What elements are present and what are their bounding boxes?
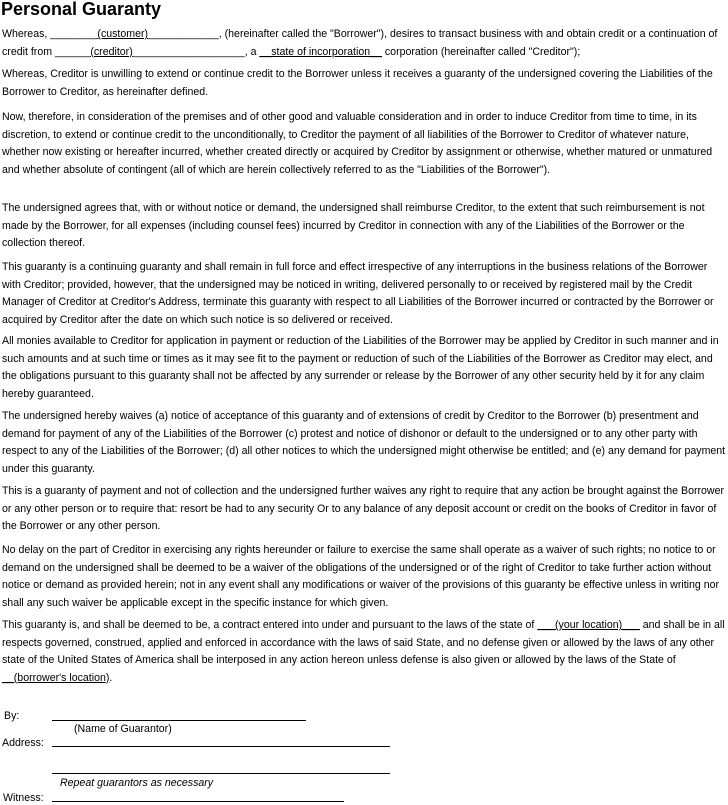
paragraph-continuing-guaranty: This guaranty is a continuing guaranty and shall remain in full force and effect irrespective of any interruptions in the business relations of the Borrower with Creditor; provided, however, that the undersigned may be noticed in writing, delivered personally to or received by registered mail by the Credit Manager of Creditor at Creditor's Address, terminate this guaranty with respect to all Liabilities of the Borrower incurred or contracted by the Borrower or acquired by Creditor after the date on which such notice is so delivered or received. [2, 261, 714, 326]
paragraph-governing-law [2, 617, 728, 687]
p1-blank-post: ____________ [148, 28, 219, 40]
paragraph-no-delay: No delay on the part of Creditor in exercising any rights hereunder or failure to exercise the same shall operate as a waiver of such rights; no notice to or demand on the undersigned shall be deemed to be a waiver of the obligations of the undersigned or of the right of Creditor to take further action without notice or demand as provided herein; not in any event shall any modifications or waiver of the provisions of this guaranty be effective unless in writing nor shall any such waiver be applicable except in the specific instance for which given. [2, 544, 720, 609]
p1-creditor-pre: ______ [54, 45, 91, 58]
address-line-1[interactable] [52, 746, 390, 747]
address-line-2[interactable] [52, 773, 390, 774]
document-title: Personal Guaranty [1, 0, 162, 19]
p1-creditor-post: ___________________ [132, 45, 245, 58]
name-of-guarantor-caption: (Name of Guarantor) [74, 723, 172, 735]
state-of-incorporation-field: __state of incorporation__ [259, 45, 382, 58]
guarantor-signature-line[interactable] [52, 720, 306, 721]
paragraph-payment-not-collection: This is a guaranty of payment and not of collection and the undersigned further waives any right to require that any action be brought against the Borrower or any other person or to require that: resort be had to any security Or to any balance of any deposit account or credit on the books of Creditor in favor of the Borrower or any other person. [2, 485, 724, 532]
paragraph-whereas-creditor: Whereas, Creditor is unwilling to extend or continue credit to the Borrower unless it receives a guaranty of the undersigned covering the Liabilities of the Borrower to Creditor, as hereinafter defined. [2, 68, 713, 98]
address-label: Address: [2, 737, 44, 749]
p1-text-g: corporation (hereinafter called "Creditor"); [381, 45, 581, 58]
paragraph-monies: All monies available to Creditor for application in payment or reduction of the Liabilities of the Borrower may be applied by Creditor in such manner and in such amounts and at such time or times as it may see fit to the payment or reduction of such of the Liabilities of the Borrower as Creditor may elect, and the obligations pursuant to this guaranty shall not be affected by any surrender or release by the Borrower of any other security held by it for any claim hereby guaranteed. [2, 335, 719, 400]
witness-signature-line[interactable] [52, 801, 344, 802]
witness-label: Witness: [3, 792, 44, 804]
paragraph-waives: The undersigned hereby waives (a) notice of acceptance of this guaranty and of extensions of credit by Creditor to the Borrower (b) presentment and demand for payment of any of the Liabilities of the Borrower (c) protest and notice of dishonor or default to the undersigned or to any other party with respect to any of the Liabilities of the Borrower; (d) all other notices to which the undersigned might otherwise be entitled; and (e) any demand for payment under this guaranty. [2, 410, 726, 475]
p1-text-e: , a [244, 45, 260, 58]
paragraph-reimburse: The undersigned agrees that, with or without notice or demand, the undersigned shall reimburse Creditor, to the extent that such reimbursement is not made by the Borrower, for all expenses (including counsel fees) incurred by Creditor in connection with any of the Liabilities of the Borrower or the collection thereof. [2, 202, 705, 249]
by-label: By: [4, 710, 20, 722]
borrower-location-field: __(borrower's location) [2, 671, 110, 684]
paragraph-now-therefore: Now, therefore, in consideration of the premises and of other good and valuable consideration and in order to induce Creditor from time to time, in its discretion, to extend or continue credit to the unconditionally, to Creditor the payment of all liabilities of the Borrower to Creditor of whatever nature, whether now existing or hereafter incurred, whether created directly or acquired by Creditor by assignment or otherwise, whether matured or unmatured and whether absolute of contingent (all of which are herein collectively referred to as the "Liabilities of the Borrower"). [2, 111, 713, 176]
p1-text-c: , (hereinafter called the "Borrower"), desires to transact business with and obtain credit or a continuation of credit from [2, 28, 718, 58]
p10-text-e: . [109, 671, 113, 684]
p1-text-a: Whereas, [2, 28, 51, 40]
customer-field: (customer) [97, 28, 149, 40]
paragraph-whereas-borrower [2, 26, 728, 61]
p10-text-c: and shall be in all respects governed, construed, applied and enforced in accordance with the laws of said State, and no defense given or allowed by the laws of any other state of the United States of America shall be interposed in any action hereon unless defense is also given or allowed by the laws of the State of [2, 619, 725, 666]
your-location-field: ___(your location)___ [537, 619, 640, 631]
p10-text-a: This guaranty is, and shall be deemed to be, a contract entered into under and pursuant to the laws of the state of [2, 619, 538, 631]
p1-blank-pre: ________ [50, 28, 98, 40]
repeat-guarantors-note: Repeat guarantors as necessary [60, 777, 214, 789]
creditor-field: (creditor) [90, 45, 133, 58]
